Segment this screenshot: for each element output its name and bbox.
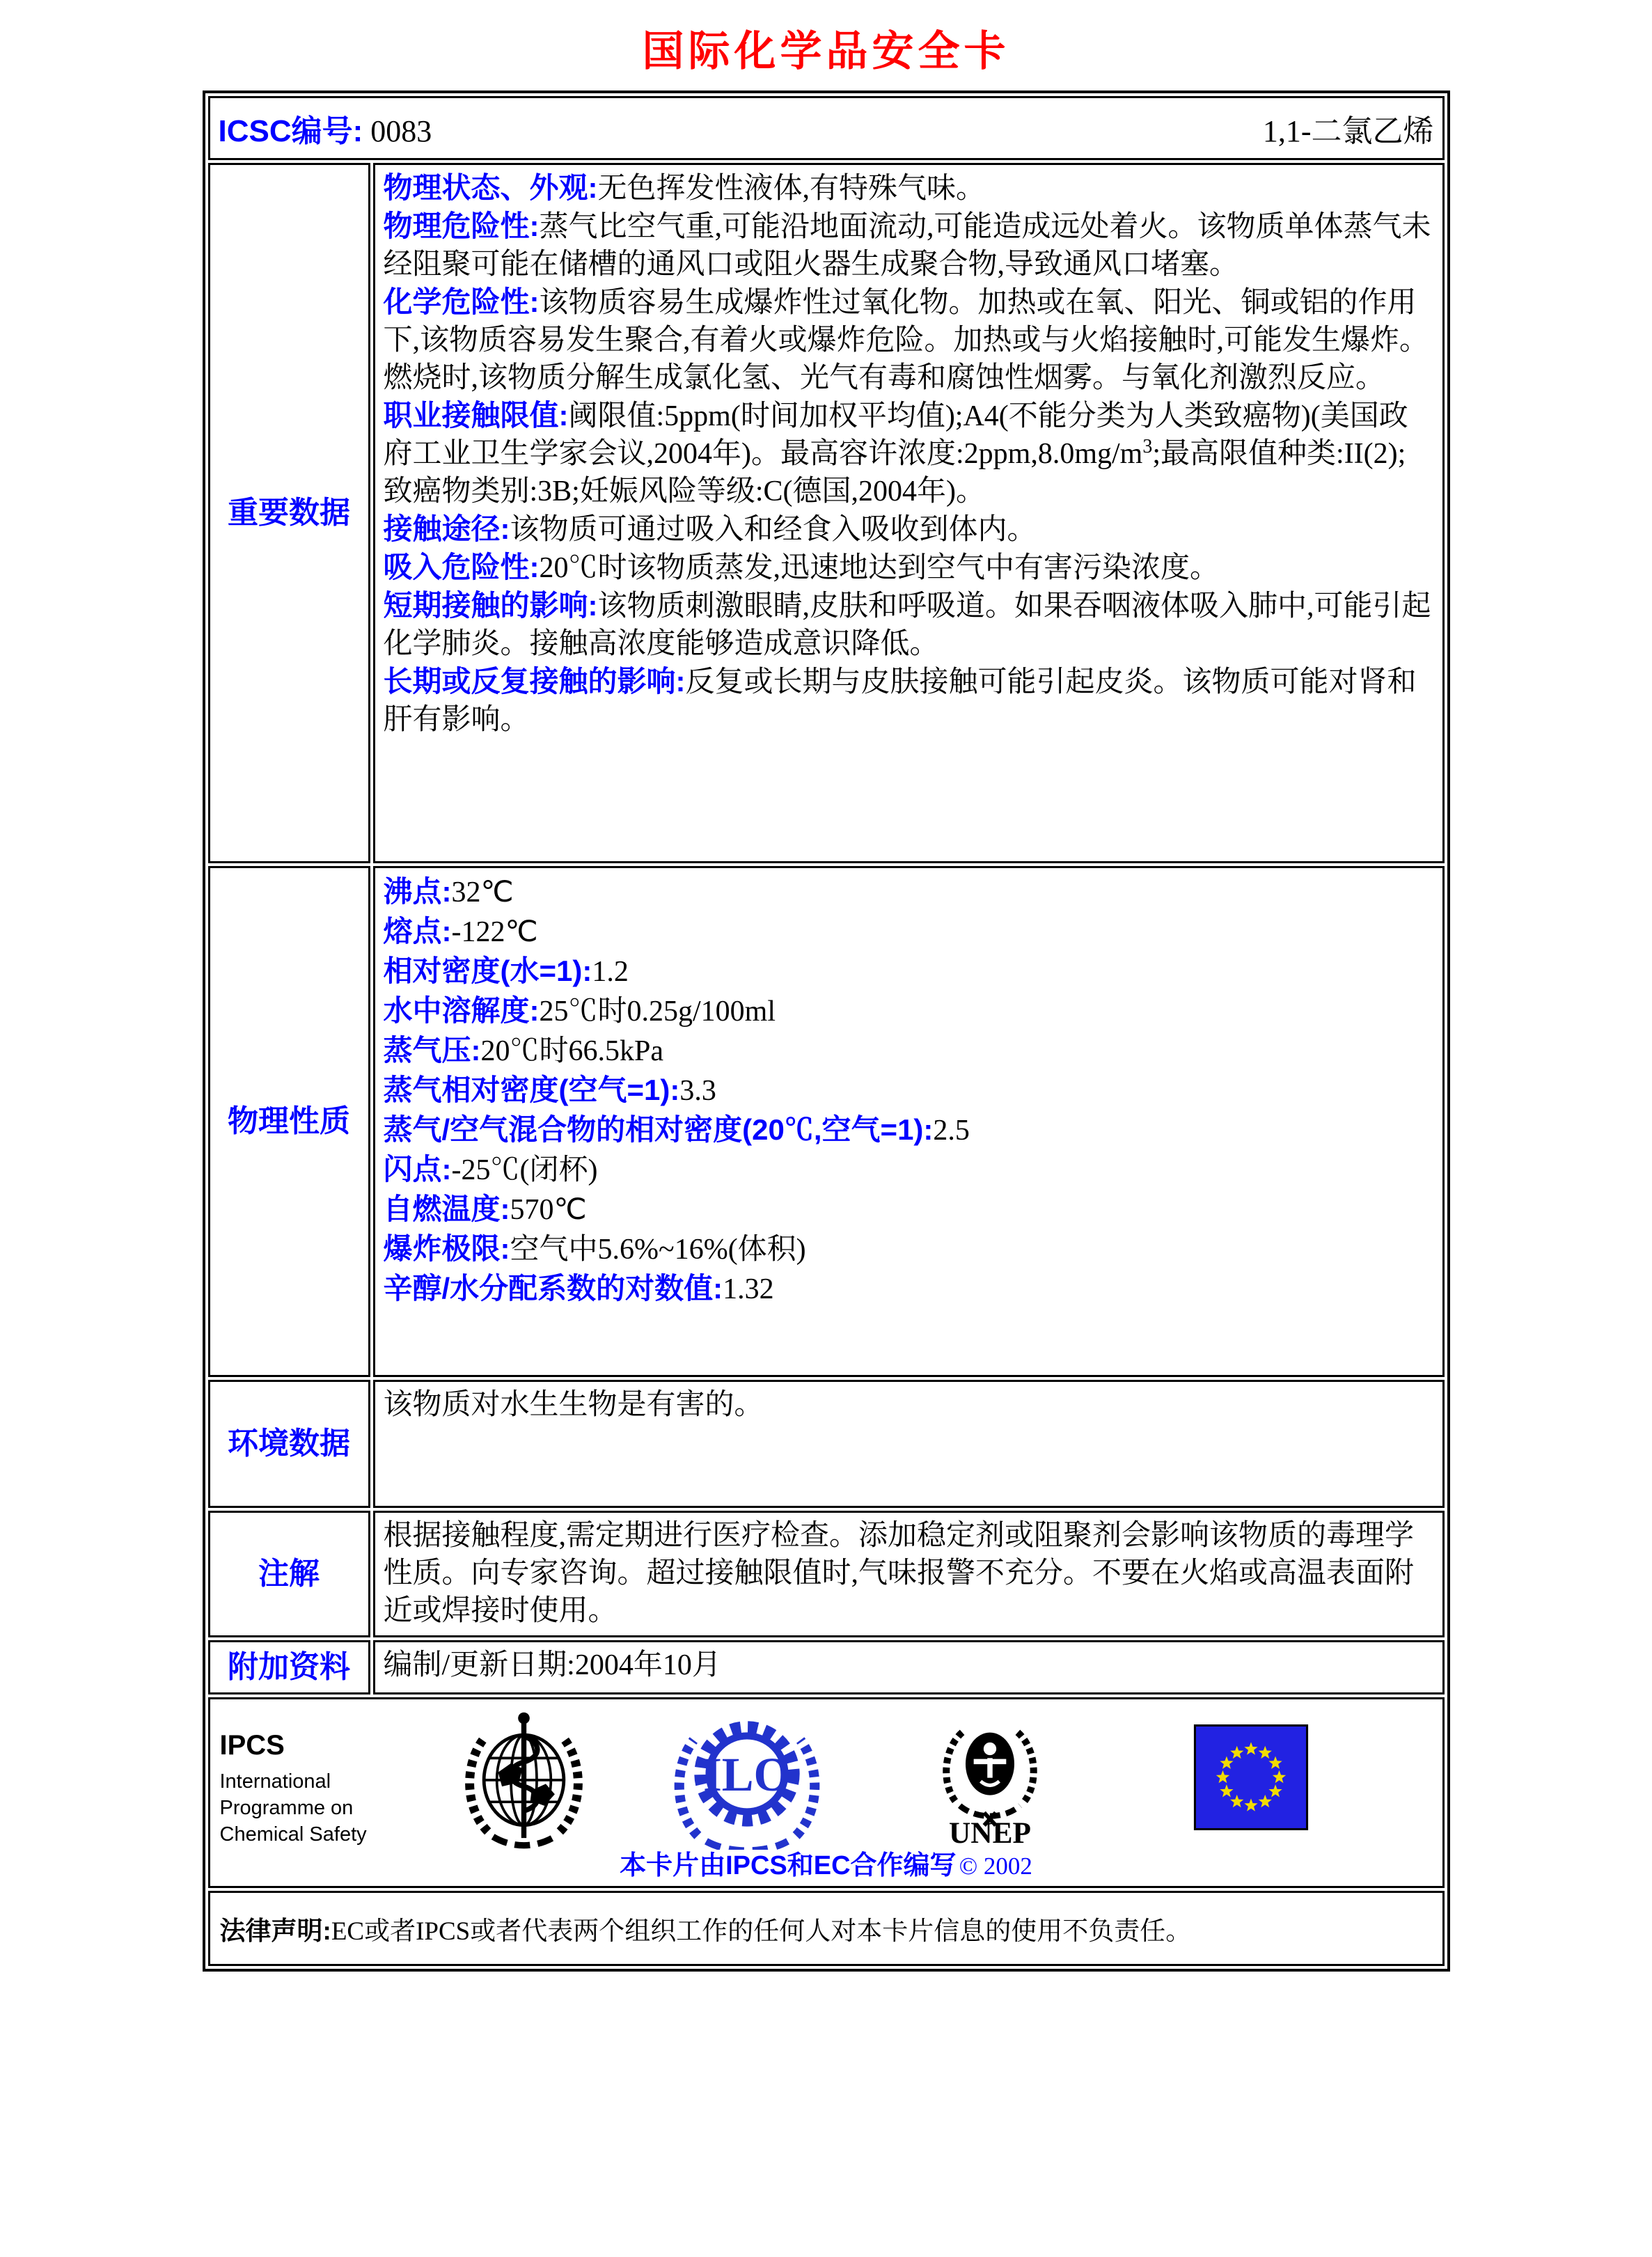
field-value: 该物质可通过吸入和经食入吸收到体内。 (510, 514, 1037, 546)
field-value: 该物质刺激眼睛,皮肤和呼吸道。如果吞咽液体吸入肺中,可能引起化学肺炎。接触高浓度能够造成意识降低。 (383, 590, 1431, 660)
row-additional-info (208, 1640, 1445, 1694)
field-label: 化学危险性: (383, 285, 540, 318)
unep-logo-icon (934, 1711, 1046, 1853)
icsc-number-label: ICSC编号: (218, 114, 363, 148)
field-value: 该物质对水生生物是有害的。 (383, 1389, 764, 1421)
logos-cell (208, 1697, 1445, 1888)
paragraph (384, 1031, 1434, 1071)
field-value: 1.32 (723, 1273, 774, 1305)
paragraph (384, 549, 1434, 587)
row-logos (208, 1697, 1445, 1888)
row-label-notes: 注解 (208, 1511, 370, 1637)
field-label: 吸入危险性: (383, 551, 540, 583)
paragraph (384, 991, 1434, 1031)
field-label: 爆炸极限: (383, 1232, 510, 1265)
paragraph (384, 663, 1434, 739)
ilo-logo-text: ILO (702, 1748, 791, 1802)
ipcs-line2: Programme on (219, 1797, 354, 1819)
ilo-logo-icon (670, 1709, 824, 1853)
field-label: 物理状态、外观: (383, 171, 598, 204)
icsc-number-group (219, 106, 432, 150)
field-value: 1.2 (592, 956, 629, 988)
icsc-page (0, 18, 1652, 2257)
row-label-environmental-data: 环境数据 (208, 1380, 370, 1508)
field-value: 3.3 (679, 1075, 716, 1107)
paragraph (384, 952, 1434, 991)
section-content-notes (373, 1511, 1445, 1637)
row-important-data (208, 163, 1445, 863)
copyright-text: © 2002 (959, 1853, 1032, 1880)
section-content-additional-info (373, 1640, 1445, 1694)
paragraph (384, 1071, 1434, 1110)
field-value: 反复或长期与皮肤接触可能引起皮炎。该物质可能对肾和肝有影响。 (383, 666, 1417, 736)
row-notes (208, 1511, 1445, 1637)
paragraph (384, 1517, 1434, 1630)
field-value: 根据接触程度,需定期进行医疗检查。添加稳定剂或阻聚剂会影响该物质的毒理学性质。向专家咨询。超过接触限值时,气味报警不充分。不要在火焰或高温表面附近或焊接时使用。 (383, 1520, 1415, 1627)
paragraph (384, 510, 1434, 549)
field-label: 蒸气压: (383, 1034, 481, 1067)
ipcs-line1: International (219, 1770, 331, 1793)
legal-label: 法律声明: (219, 1917, 331, 1945)
field-value: 蒸气比空气重,可能沿地面流动,可能造成远处着火。该物质单体蒸气未经阻聚可能在储槽的通风口或阻火器生成聚合物,导致通风口堵塞。 (383, 211, 1431, 281)
field-value: 该物质容易生成爆炸性过氧化物。加热或在氧、阳光、铜或铝的作用下,该物质容易发生聚合,有着火或爆炸危险。加热或与火焰接触时,可能发生爆炸。燃烧时,该物质分解生成氯化氢、光气有毒和腐蚀性烟雾。与氧化剂激烈反应。 (383, 287, 1429, 394)
field-value: 编制/更新日期:2004年10月 (383, 1649, 721, 1681)
paragraph (384, 1646, 1434, 1684)
field-value: 2.5 (933, 1115, 970, 1147)
field-label: 自燃温度: (383, 1193, 510, 1225)
field-label: 蒸气相对密度(空气=1): (383, 1074, 680, 1106)
field-value: 25℃时0.25g/100ml (539, 996, 776, 1028)
paragraph (384, 1229, 1434, 1269)
field-label: 熔点: (383, 915, 452, 947)
credit-line (210, 1843, 1442, 1882)
field-value: ;最高限值种类:II(2);致癌物类别:3B;妊娠风险等级:C(德国,2004年)。 (383, 438, 1406, 508)
field-label: 短期接触的影响: (383, 589, 598, 622)
field-value: 无色挥发性液体,有特殊气味。 (597, 173, 986, 205)
row-physical-properties (208, 866, 1445, 1377)
field-value: 570℃ (510, 1194, 587, 1226)
field-value: 20℃时66.5kPa (480, 1035, 664, 1067)
row-label-physical-properties: 物理性质 (208, 866, 370, 1377)
field-label: 辛醇/水分配系数的对数值: (383, 1272, 723, 1305)
unep-logo-text: UNEP (948, 1816, 1031, 1850)
field-label: 相对密度(水=1): (383, 954, 592, 987)
superscript: 3 (1142, 436, 1153, 457)
icsc-card-table (203, 91, 1450, 1972)
row-environmental-data (208, 1380, 1445, 1508)
row-legal (208, 1891, 1445, 1966)
ipcs-wordmark (220, 1730, 367, 1848)
field-value: 20℃时该物质蒸发,迅速地达到空气中有害污染浓度。 (539, 552, 1220, 584)
field-value: -25℃(闭杯) (451, 1154, 598, 1186)
field-label: 长期或反复接触的影响: (383, 665, 686, 698)
field-label: 物理危险性: (383, 210, 540, 242)
paragraph (384, 1150, 1434, 1190)
legal-cell (208, 1891, 1445, 1966)
ipcs-line3: Chemical Safety (219, 1823, 367, 1846)
row-label-important-data: 重要数据 (208, 163, 370, 863)
paragraph (384, 1386, 1434, 1424)
field-label: 水中溶解度: (383, 994, 540, 1027)
field-label: 蒸气/空气混合物的相对密度(20℃,空气=1): (383, 1113, 934, 1146)
section-content-environmental-data (373, 1380, 1445, 1508)
section-content-important-data (373, 163, 1445, 863)
header-cell (208, 96, 1445, 160)
credit-text: 本卡片由IPCS和EC合作编写 (620, 1851, 957, 1880)
paragraph (384, 1110, 1434, 1150)
paragraph (384, 169, 1434, 207)
paragraph (384, 872, 1434, 912)
paragraph (384, 1269, 1434, 1309)
field-label: 沸点: (383, 875, 452, 908)
paragraph (384, 912, 1434, 952)
header-row (208, 96, 1445, 160)
eu-flag-icon (1193, 1724, 1309, 1834)
field-label: 闪点: (383, 1153, 452, 1186)
field-label: 接触途径: (383, 512, 510, 545)
paragraph (384, 283, 1434, 397)
field-label: 职业接触限值: (383, 399, 569, 432)
icsc-number: 0083 (370, 114, 432, 148)
who-logo-icon (459, 1708, 588, 1853)
legal-text: EC或者IPCS或者代表两个组织工作的任何人对本卡片信息的使用不负责任。 (331, 1917, 1192, 1946)
ipcs-acronym: IPCS (219, 1730, 285, 1761)
paragraph (384, 587, 1434, 663)
row-label-additional-info: 附加资料 (208, 1640, 370, 1694)
paragraph (384, 397, 1434, 510)
field-value: 阈限值:5ppm(时间加权平均值);A4(不能分类为人类致癌物)(美国政府工业卫生学家会议,2004年)。最高容许浓度:2ppm,8.0mg/m (383, 400, 1408, 470)
field-value: 32℃ (451, 876, 514, 909)
paragraph (384, 207, 1434, 283)
field-value: 空气中5.6%~16%(体积) (510, 1234, 806, 1266)
chemical-name: 1,1-二氯乙烯 (1262, 114, 1434, 148)
field-value: -122℃ (451, 916, 538, 948)
section-content-physical-properties (373, 866, 1445, 1377)
page-title: 国际化学品安全卡 (642, 29, 1010, 74)
paragraph (384, 1190, 1434, 1229)
